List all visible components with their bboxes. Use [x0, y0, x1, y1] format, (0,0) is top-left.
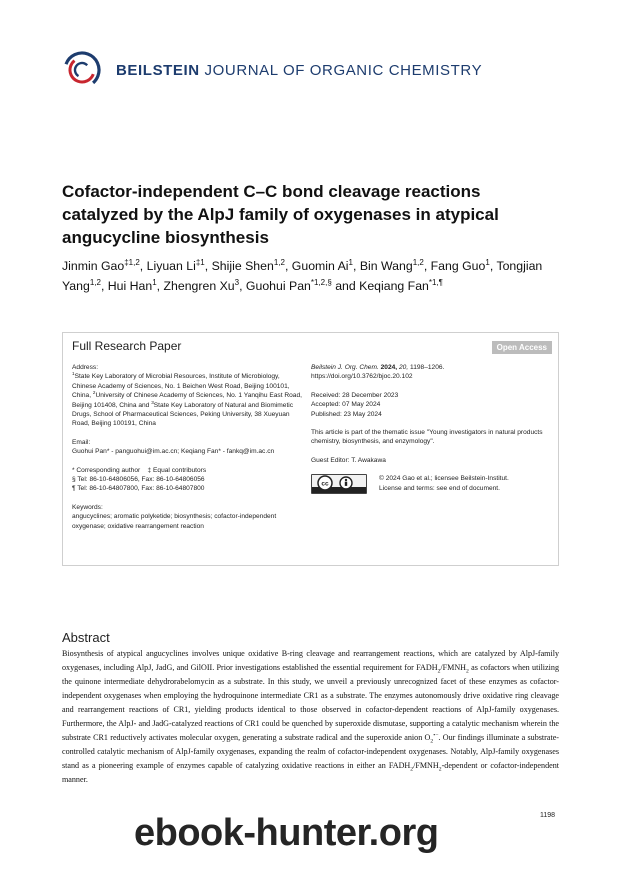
license-text: © 2024 Gao et al.; licensee Beilstein-Institut. License and terms: see end of document. — [379, 475, 509, 492]
author: Bin Wang$^{1,2}$, — [359, 257, 431, 273]
svg-text:cc: cc — [321, 480, 329, 488]
license-row — [311, 474, 551, 494]
author: Keqiang Fan$^{*1,\P}$ — [359, 277, 443, 293]
email-block: Email: Guohui Pan* - panguohui@im.ac.cn; Keqiang Fan* - fankq@im.ac.cn — [72, 438, 302, 457]
abstract-heading: Abstract — [62, 630, 110, 645]
notes-block: * Corresponding author ‡ Equal contributors § Tel: 86-10-64806056, Fax: 86-10-64806056 ¶ Tel: 86-10-64807800, Fax: 86-10-64807800 — [72, 466, 207, 493]
author: Guomin Ai$^1$, — [291, 257, 360, 273]
article-type: Full Research Paper — [72, 339, 182, 353]
journal-name[interactable]: BEILSTEIN JOURNAL OF ORGANIC CHEMISTRY — [116, 62, 483, 79]
address-block: Address: $^1$State Key Laboratory of Microbial Resources, Institute of Microbiology, Chinese Academy of Sciences, No. 1 Beichen West Road, Beijing 100101, China, $^2$University of Chinese Academy of Sciences, No. 1 Yanqihu East Road, Beijing 101408, China and $^3$State Key Laboratory of Natural and Biomimetic Drugs, School of Pharmaceutical Sciences, Peking University, 38 Xueyuan Road, Beijing 100191, China — [72, 364, 302, 428]
author: Guohui Pan$^{*1,2,\S}$ and — [245, 277, 360, 293]
article-info-box — [62, 332, 559, 566]
thematic-issue: This article is part of the thematic issue "Young investigators in natural products chemistry, biosynthesis, and enzymology". — [311, 429, 543, 446]
citation-block — [311, 363, 551, 382]
abstract-text: Biosynthesis of atypical angucyclines involves unique oxidative B-ring cleavage and rearrangement reactions, which are catalyzed by AlpJ-family oxygenases, including AlpJ, JadG, and GilOII. Prior investigations established the essential requirement for $FADH_2/FMNH_2$ as cofactors when utilizing the quinone intermediate dehydrorabelomycin as a substrate. In this study, we unveil a previously unrecognized facet of these enzymes as cofactor-independent oxygenases when employing the hydroquinone intermediate CR1 as a substrate. The enzymes autonomously drive oxidative ring cleavage and rearrangement reactions of CR1, yielding products identical to those observed in cofactor-dependent reactions of AlpJ-family oxygenases. Furthermore, the AlpJ- and JadG-catalyzed reactions of CR1 could be quenched by superoxide dismutase, supporting a catalytic mechanism wherein the substrate CR1 reductively activates molecular oxygen, generating a substrate radical and the superoxide anion $O_2^{•-}$. Our findings illuminate a substrate-controlled catalytic mechanism of AlpJ-family oxygenases, expanding the realm of cofactor-independent oxygenases. Notably, AlpJ-family oxygenases stand as a pioneering example of enzymes capable of catalyzing oxidative reactions in either an $FADH_2/FMNH_2$-dependent or cofactor-independent manner. — [62, 649, 559, 784]
watermark: ebook-hunter.org — [134, 812, 439, 854]
email-link[interactable]: Guohui Pan* - panguohui@im.ac.cn; Keqiang Fan* - fankq@im.ac.cn — [72, 448, 275, 456]
author: Tongjian Yang$^{1,2}$, — [62, 259, 543, 293]
info-left-column — [72, 363, 302, 540]
journal-logo — [62, 50, 102, 90]
author: Zhengren Xu$^3$, — [163, 277, 246, 293]
author-list — [62, 256, 562, 296]
author: Hui Han$^1$, — [107, 277, 164, 293]
dates-block: Received: 28 December 2023 Accepted: 07 May 2024 Published: 23 May 2024 — [311, 391, 399, 418]
keywords-block: Keywords: angucyclines; aromatic polyketide; biosynthesis; cofactor-independent oxygenase; oxidative rearrangement reaction — [72, 503, 277, 530]
open-access-badge: Open Access — [492, 341, 552, 354]
info-right-column — [311, 363, 551, 494]
author: Jinmin Gao$^{\ddagger 1,2}$, — [62, 257, 147, 273]
doi-link[interactable]: https://doi.org/10.3762/bjoc.20.102 — [311, 373, 413, 381]
author: Fang Guo$^1$, — [430, 257, 497, 273]
citation: Beilstein J. Org. Chem. 2024, 20, 1198–1206. — [311, 364, 445, 371]
author: Liyuan Li$^{\ddagger 1}$, — [146, 257, 212, 273]
author: Shijie Shen$^{1,2}$, — [211, 257, 292, 273]
address-text: $^1$State Key Laboratory of Microbial Resources, Institute of Microbiology, Chinese Academy of Sciences, No. 1 Beichen West Road, Beijing 100101, China, $^2$University of Chinese Academy of Sciences, No. 1 Yanqihu East Road, Beijing 101408, China and $^3$State Key Laboratory of Natural and Biomimetic Drugs, School of Pharmaceutical Sciences, Peking University, 38 Xueyuan Road, Beijing 100191, China — [72, 371, 302, 428]
article-title: Cofactor-independent C–C bond cleavage reactions catalyzed by the AlpJ family of oxygenases in atypical angucycline biosynthesis — [62, 182, 499, 247]
page-number: 1198 — [540, 812, 556, 819]
guest-editor: Guest Editor: T. Awakawa — [311, 456, 386, 464]
creative-commons-icon[interactable] — [311, 474, 367, 494]
